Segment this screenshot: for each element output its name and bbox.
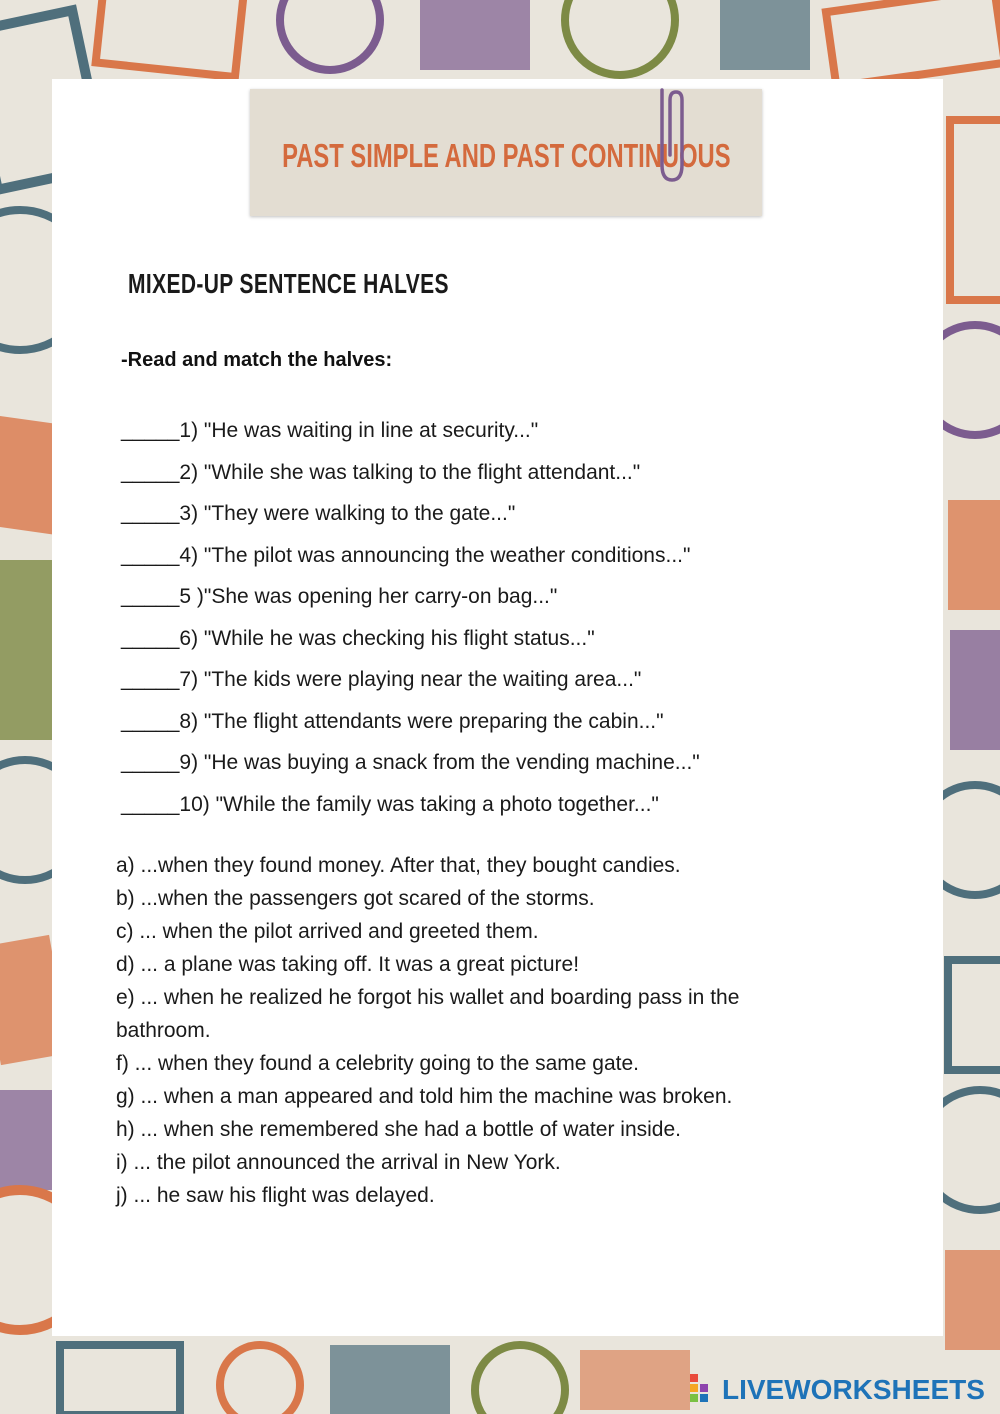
answer-item: a) ...when they found money. After that, they bought candies.: [116, 854, 681, 877]
question-item[interactable]: _____9) "He was buying a snack from the vending machine...": [121, 751, 700, 774]
worksheet-title: PAST SIMPLE AND PAST CONTINUOUS: [281, 136, 731, 174]
answer-item: j) ... he saw his flight was delayed.: [116, 1184, 435, 1207]
instruction-text: -Read and match the halves:: [121, 349, 393, 371]
question-item[interactable]: _____8) "The flight attendants were preparing the cabin...": [121, 709, 664, 733]
question-item[interactable]: _____10) "While the family was taking a photo together...": [121, 792, 659, 816]
liveworksheets-icon: [690, 1374, 716, 1406]
answer-item: b) ...when the passengers got scared of the storms.: [116, 887, 595, 910]
question-item[interactable]: _____1) "He was waiting in line at security...": [121, 419, 539, 442]
brand-name: LIVEWORKSHEETS: [722, 1374, 985, 1405]
answer-item: e) ... when he realized he forgot his wallet and boarding pass in the bathroom.: [116, 986, 740, 1042]
answer-item: f) ... when they found a celebrity going to the same gate.: [116, 1052, 639, 1075]
question-item[interactable]: _____2) "While she was talking to the flight attendant...": [121, 460, 641, 484]
sentence-first-halves: [121, 418, 700, 833]
sentence-second-halves: [116, 849, 836, 1212]
question-item[interactable]: _____6) "While he was checking his flight status...": [121, 626, 595, 650]
question-item[interactable]: _____3) "They were walking to the gate...": [121, 502, 516, 525]
answer-item: c) ... when the pilot arrived and greeted them.: [116, 920, 539, 943]
liveworksheets-logo: [690, 1372, 985, 1408]
question-item[interactable]: _____4) "The pilot was announcing the weather conditions...": [121, 543, 691, 567]
answer-item: i) ... the pilot announced the arrival in New York.: [116, 1151, 561, 1174]
answer-item: d) ... a plane was taking off. It was a great picture!: [116, 953, 580, 976]
question-item[interactable]: _____7) "The kids were playing near the waiting area...": [121, 668, 642, 691]
section-heading: MIXED-UP SENTENCE HALVES: [128, 268, 449, 299]
question-item[interactable]: _____5 )"She was opening her carry-on bag...": [121, 585, 558, 608]
paperclip-icon: [650, 80, 690, 190]
answer-item: h) ... when she remembered she had a bottle of water inside.: [116, 1118, 681, 1141]
answer-item: g) ... when a man appeared and told him the machine was broken.: [116, 1085, 733, 1108]
